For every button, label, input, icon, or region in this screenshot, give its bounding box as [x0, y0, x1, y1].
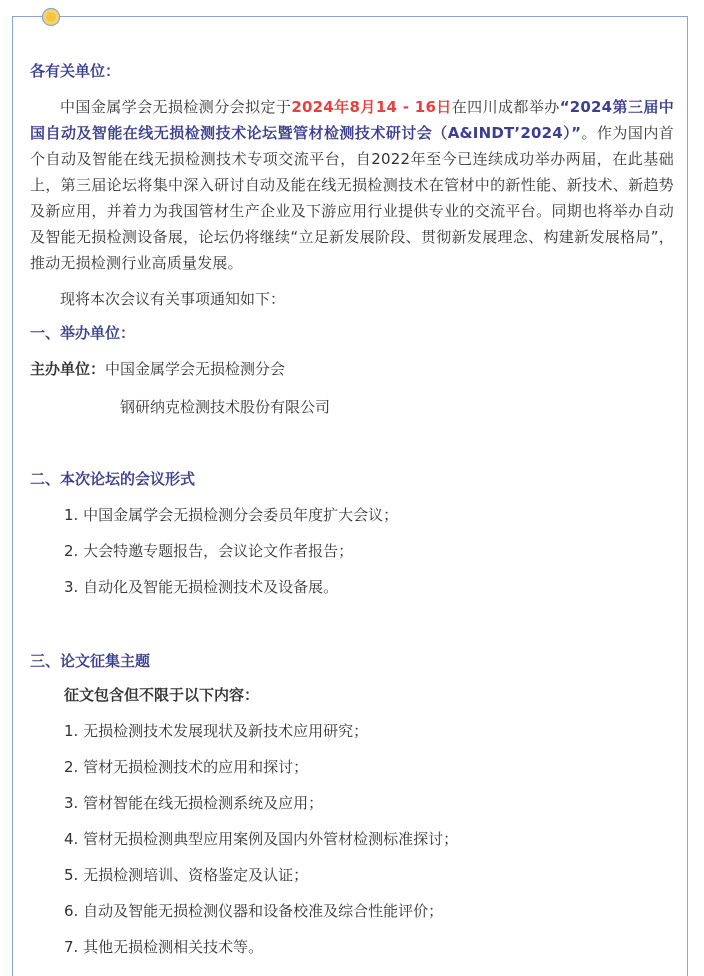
section-3-subtitle: 征文包含但不限于以下内容： — [64, 686, 260, 704]
event-date: 2024年8月14 - 16日 — [291, 98, 452, 116]
greeting: 各有关单位： — [30, 62, 121, 80]
list-item: 1. 无损检测技术发展现状及新技术应用研究； — [64, 722, 369, 740]
event-name: “2024第三届中国自动及智能在线无损检测技术论坛暨管材检测技术研讨会（A&INDT’2024）” — [30, 98, 674, 142]
organizer-1: 中国金属学会无损检测分会 — [105, 360, 286, 378]
meeting-format-list — [30, 502, 674, 600]
section-1-title: 一、举办单位： — [30, 324, 136, 342]
organizer-row — [30, 356, 674, 382]
intro-text-1: 中国金属学会无损检测分会拟定于 — [60, 98, 292, 116]
sun-decoration-icon — [40, 7, 62, 27]
topic-list — [30, 718, 674, 960]
organizer-label: 主办单位： — [30, 360, 106, 378]
section-2-title: 二、本次论坛的会议形式 — [30, 470, 196, 488]
notice-body — [30, 58, 674, 960]
list-item: 3. 管材智能在线无损检测系统及应用； — [64, 794, 324, 812]
list-item: 2. 管材无损检测技术的应用和探讨； — [64, 758, 309, 776]
list-item: 3. 自动化及智能无损检测技术及设备展。 — [64, 578, 339, 596]
intro-text-2: 在四川成都举办 — [451, 98, 560, 116]
intro-paragraph — [30, 94, 674, 276]
list-item: 2. 大会特邀专题报告，会议论文作者报告； — [64, 542, 354, 560]
list-item: 7. 其他无损检测相关技术等。 — [64, 938, 264, 956]
list-item: 5. 无损检测培训、资格鉴定及认证； — [64, 866, 309, 884]
list-item: 6. 自动及智能无损检测仪器和设备校准及综合性能评价； — [64, 902, 444, 920]
list-item: 1. 中国金属学会无损检测分会委员年度扩大会议； — [64, 506, 399, 524]
notice-line: 现将本次会议有关事项通知如下： — [60, 290, 286, 308]
intro-text-3: 。作为国内首个自动及智能在线无损检测技术专项交流平台，自2022年至今已连续成功举办两届，在此基础上，第三届论坛将集中深入研讨自动及能在线无损检测技术在管材中的新性能、新技术、新趋势及新应用，并着力为我国管材生产企业及下游应用行业提供专业的交流平台。同期也将举办自动及智能无损检测设备展，论坛仍将继续“立足新发展阶段、贯彻新发展理念、构建新发展格局”，推动无损检测行业高质量发展。 — [30, 124, 674, 272]
organizer-2: 钢研纳克检测技术股份有限公司 — [120, 398, 331, 416]
list-item: 4. 管材无损检测典型应用案例及国内外管材检测标准探讨； — [64, 830, 459, 848]
section-3-title: 三、论文征集主题 — [30, 652, 151, 670]
